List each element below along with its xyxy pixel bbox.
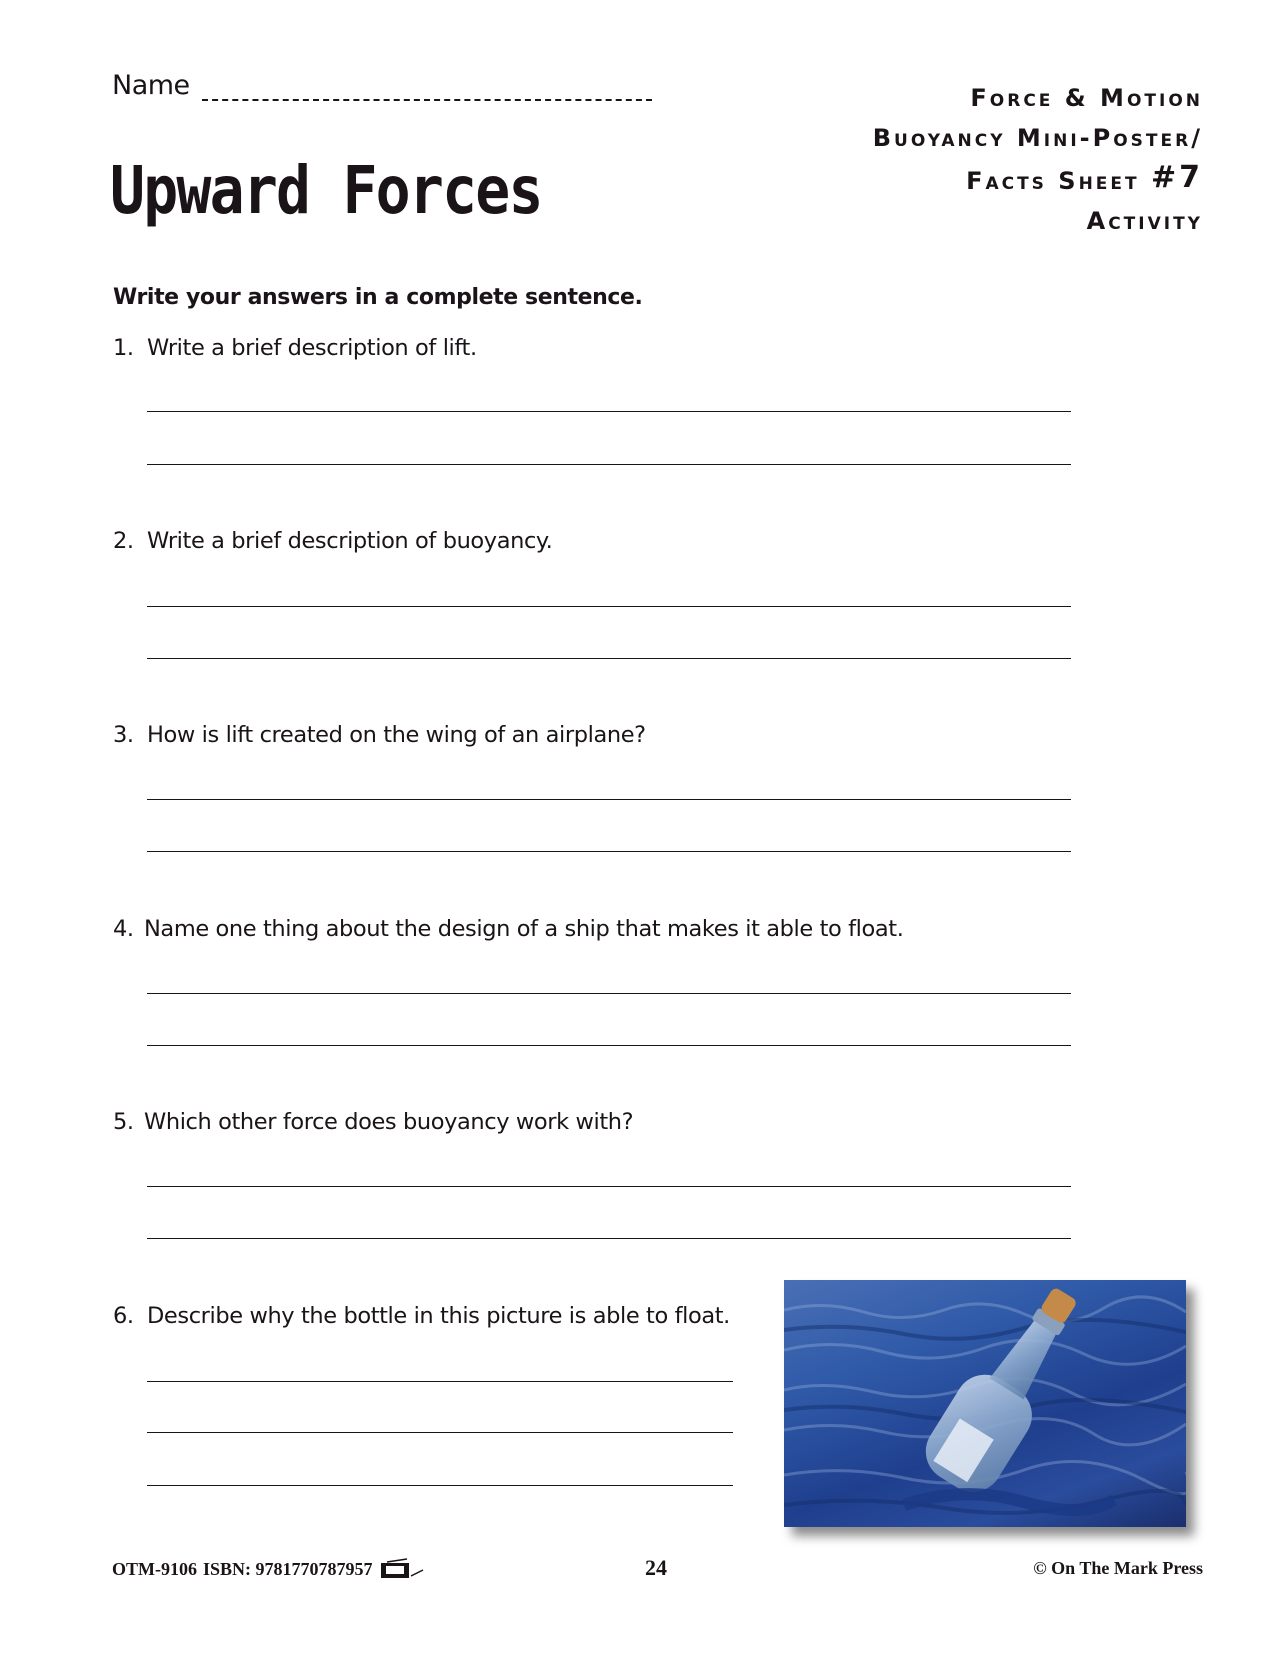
answer-line[interactable] bbox=[147, 1045, 1071, 1046]
instruction: Write your answers in a complete sentence. bbox=[113, 285, 643, 310]
bottle-in-water-illustration bbox=[784, 1280, 1186, 1527]
question-3: 3. How is lift created on the wing of an airplane? bbox=[113, 722, 646, 748]
answer-line[interactable] bbox=[147, 1381, 733, 1382]
answer-line[interactable] bbox=[147, 658, 1071, 659]
product-code: OTM-9106 bbox=[112, 1558, 197, 1579]
question-6: 6. Describe why the bottle in this picture is able to float. bbox=[113, 1303, 730, 1329]
name-label: Name bbox=[112, 70, 190, 101]
question-1: 1. Write a brief description of lift. bbox=[113, 335, 477, 361]
question-2: 2. Write a brief description of buoyancy. bbox=[113, 528, 553, 554]
name-input-line[interactable] bbox=[202, 73, 652, 101]
name-field[interactable] bbox=[112, 70, 652, 101]
question-4: 4. Name one thing about the design of a ship that makes it able to float. bbox=[113, 916, 904, 942]
answer-line[interactable] bbox=[147, 1485, 733, 1486]
answer-line[interactable] bbox=[147, 411, 1071, 412]
footer-left bbox=[112, 1558, 425, 1580]
answer-line[interactable] bbox=[147, 1238, 1071, 1239]
series-line-1: Force & Motion bbox=[970, 84, 1203, 112]
answer-line[interactable] bbox=[147, 1432, 733, 1433]
question-5: 5. Which other force does buoyancy work with? bbox=[113, 1109, 634, 1135]
bottle-photo bbox=[784, 1280, 1186, 1527]
copyright: © On The Mark Press bbox=[1033, 1558, 1203, 1578]
answer-line[interactable] bbox=[147, 799, 1071, 800]
page-title: Upward Forces bbox=[110, 152, 542, 229]
answer-line[interactable] bbox=[147, 851, 1071, 852]
series-line-3: Facts Sheet #7 bbox=[966, 160, 1203, 195]
answer-line[interactable] bbox=[147, 464, 1071, 465]
publisher-logo-icon bbox=[379, 1558, 425, 1580]
series-header bbox=[873, 78, 1203, 241]
series-line-4: Activity bbox=[1086, 207, 1203, 235]
isbn: ISBN: 9781770787957 bbox=[203, 1558, 373, 1579]
answer-line[interactable] bbox=[147, 993, 1071, 994]
page-number: 24 bbox=[645, 1555, 667, 1580]
answer-line[interactable] bbox=[147, 1186, 1071, 1187]
series-line-2: Buoyancy Mini-Poster/ bbox=[872, 124, 1203, 152]
answer-line[interactable] bbox=[147, 606, 1071, 607]
sheet-number: #7 bbox=[1150, 160, 1203, 195]
